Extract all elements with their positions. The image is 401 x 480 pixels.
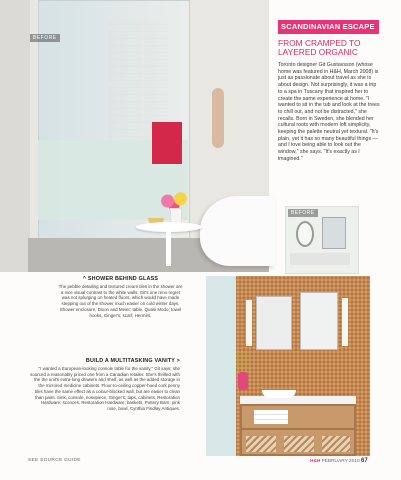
basket	[284, 436, 314, 452]
shower-caption-text: The pebble detailing and textured cream tiles in the shower are a nice visual contrast to the white walls. Git's one reno regret was not splurging on heated floors, which would have made stepping out of the shower much easier on cold winter days. Shower enclosure, Dixon and Meier; table, Quasi Modo; towel hooks, Ginger's; scarf, Hermès.	[58, 284, 183, 318]
brand-mark: H&H	[310, 459, 321, 464]
vanity-sink	[262, 390, 296, 398]
article-headline: FROM CRAMPED TO LAYERED ORGANIC	[278, 38, 361, 57]
basket	[322, 436, 350, 452]
basket	[246, 436, 276, 452]
before-tag: BEFORE	[288, 209, 318, 217]
vanity-counter	[240, 396, 356, 404]
page-footer	[310, 458, 368, 464]
shower-caption	[58, 276, 183, 318]
before-cabinet	[322, 217, 346, 249]
hanging-scarf	[212, 88, 224, 148]
sconce-left	[246, 300, 252, 346]
vanity-caption	[30, 358, 180, 412]
medicine-cabinet-right	[300, 292, 338, 350]
source-guide-link[interactable]: SEE SOURCE GUIDE	[28, 458, 81, 463]
red-towel	[152, 122, 182, 164]
vanity-caption-text: "I wanted a European-looking console table for the vanity," Git says; she sourced a reasonably priced one from a Canadian retailer. She's thrilled with the the unit's extra-long drawers and shelf, as well as the added storage in the mirrored medicine cabinets. Floor-to-ceiling copper-hued cork penny tiles have the same effect as a colour-blocked wall, but are easier to clean than paint. Sink, console, nosepiece, Ginger's; taps, cabinets, Restoration Hardware; sconces, Restoration Hardware; baskets, Pottery Barn; pink rose, bowl, Cynthia Findlay Antiques.	[30, 366, 180, 411]
sconce-right	[342, 298, 348, 346]
pink-vase	[238, 372, 248, 390]
before-mirror	[296, 221, 314, 247]
before-sink	[290, 253, 350, 265]
console-shelf	[242, 428, 354, 430]
medicine-cabinet-left	[256, 296, 292, 350]
before-tag: BEFORE	[30, 34, 60, 42]
page-number: 67	[361, 458, 368, 464]
left-wall	[0, 0, 30, 272]
shower-caption-title: ^ SHOWER BEHIND GLASS	[82, 276, 159, 282]
flower-branch	[236, 350, 250, 374]
before-photo	[285, 206, 359, 274]
vanity-left-wall	[206, 276, 236, 456]
issue-date: FEBRUARY 2010	[321, 459, 360, 464]
folded-towels	[254, 410, 288, 424]
article-body: Toronto designer Git Gustavsson (whose home was featured in H&H, March 2008) is just as passionate about travel as she is about design. Not surprisingly, it was a trip to a spa in Tuscany that inspired her to create the same experience at home. "I wanted to sit in the tub and look at the trees to chill out, and not be distracted," she recalls. Born in Sweden, she blended her cultural roots with modern loft simplicity, keeping the palette neutral yet textural. "It's plain, yet it has so many beautiful things — and I love being able to look out the window," she says. "It's exactly as I imagined."	[278, 62, 380, 162]
side-table-leg	[166, 230, 171, 266]
bathtub	[200, 196, 275, 266]
section-label: SCANDINAVIAN ESCAPE	[278, 20, 379, 34]
vanity-caption-title: BUILD A MULTITASKING VANITY >	[85, 358, 180, 364]
